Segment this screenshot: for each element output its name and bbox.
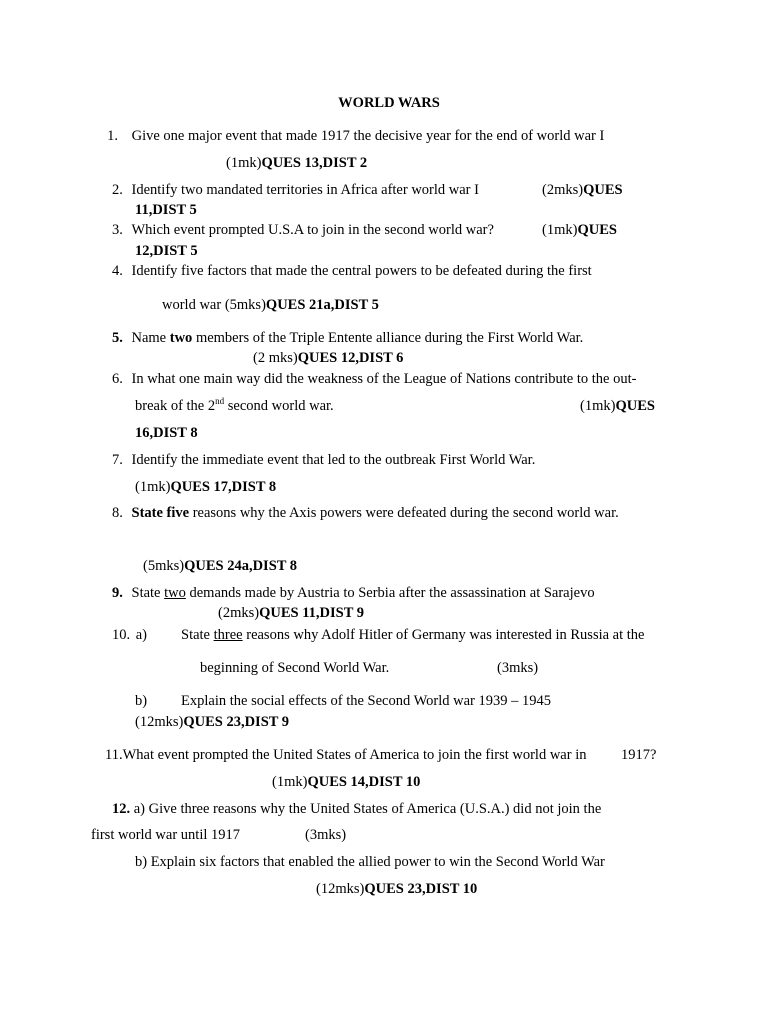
question-reference: QUES 14,DIST 10 (307, 774, 421, 790)
question-2 (112, 181, 479, 199)
question-number: 3. (112, 222, 123, 238)
question-number: 6. (112, 371, 123, 387)
question-text: Identify five factors that made the central powers to be defeated during the first (131, 263, 592, 279)
question-reference: QUES 23,DIST 9 (183, 714, 290, 730)
question-5-marks (253, 349, 403, 367)
marks: (5mks) (224, 297, 266, 313)
question-7-marks (135, 478, 276, 496)
question-reference: QUES (615, 398, 655, 414)
question-number: 9. (112, 585, 123, 601)
question-12b-marks (316, 880, 477, 898)
question-10b-label: b) (135, 693, 148, 709)
question-text: Identify two mandated territories in Africa after world war I (131, 182, 479, 198)
marks: (12mks) (316, 881, 365, 897)
marks: (1mk) (226, 155, 262, 171)
question-6-marks (580, 397, 655, 415)
marks: (2 mks) (253, 350, 298, 366)
question-number: 1. (107, 128, 118, 144)
question-reference: QUES 12,DIST 6 (297, 350, 404, 366)
question-10b-text: Explain the social effects of the Second World war 1939 – 1945 (181, 693, 551, 709)
marks: (12mks) (135, 714, 184, 730)
question-number: 12. (112, 801, 131, 817)
question-number: 4. (112, 263, 123, 279)
question-reference: QUES (583, 182, 623, 198)
question-7: 7. Identify the immediate event that led to the outbreak First World War. (112, 452, 536, 468)
question-reference: QUES (577, 222, 617, 238)
question-8-marks (143, 557, 297, 575)
question-11-year: 1917? (621, 747, 657, 763)
marks: (1mk) (135, 479, 171, 495)
question-9: 9. State two demands made by Austria to Serbia after the assassination at Sarajevo (112, 585, 595, 601)
question-1 (100, 127, 604, 145)
question-12a-cont: first world war until 1917 (91, 827, 241, 843)
marks: (2mks) (218, 605, 260, 621)
question-10b-marks (135, 713, 289, 731)
question-10a-marks: (3mks) (497, 660, 539, 676)
question-text: Which event prompted U.S.A to join in the second world war? (131, 222, 494, 238)
question-10a-cont: beginning of Second World War. (200, 660, 390, 676)
question-11-marks (272, 773, 420, 791)
question-4-cont: world war (5mks)QUES 21a,DIST 5 (162, 297, 379, 313)
question-2-marks (542, 181, 623, 199)
page-title: WORLD WARS (338, 95, 440, 111)
question-5: 5. Name two members of the Triple Entente alliance during the First World War. (112, 330, 584, 346)
question-3-ref-cont: 12,DIST 5 (135, 243, 198, 259)
question-8: 8. State five reasons why the Axis powers were defeated during the second world war. (112, 505, 619, 521)
question-12a-marks: (3mks) (305, 827, 347, 843)
question-3 (112, 221, 494, 239)
question-1-marks (226, 154, 367, 172)
question-4 (112, 262, 592, 280)
question-number: 2. (112, 182, 123, 198)
question-6: 6. In what one main way did the weakness of the League of Nations contribute to the out- (112, 371, 637, 387)
question-12b: b) Explain six factors that enabled the allied power to win the Second World War (135, 854, 605, 870)
question-6-cont: break of the 2nd second world war. (135, 396, 334, 414)
question-reference: QUES 13,DIST 2 (261, 155, 368, 171)
question-number: 7. (112, 452, 123, 468)
marks: (5mks) (143, 558, 185, 574)
question-9-marks (218, 604, 364, 622)
marks: (1mk) (542, 222, 578, 238)
question-reference: QUES 24a,DIST 8 (184, 558, 298, 574)
question-number: 8. (112, 505, 123, 521)
question-number: 5. (112, 330, 123, 346)
question-11: 11.What event prompted the United States of America to join the first world war in (105, 747, 587, 763)
question-number: 10. (112, 627, 131, 643)
question-12: 12. a) Give three reasons why the United States of America (U.S.A.) did not join the (112, 801, 602, 817)
marks: (1mk) (580, 398, 616, 414)
question-reference: QUES 11,DIST 9 (259, 605, 364, 621)
question-reference: QUES 23,DIST 10 (364, 881, 478, 897)
question-10a-text: State three reasons why Adolf Hitler of Germany was interested in Russia at the (181, 627, 645, 643)
question-text: Give one major event that made 1917 the decisive year for the end of world war I (131, 128, 605, 144)
marks: (2mks) (542, 182, 584, 198)
marks: (1mk) (272, 774, 308, 790)
question-3-marks (542, 221, 617, 239)
question-6-ref-cont: 16,DIST 8 (135, 425, 198, 441)
question-10: 10. a) (112, 627, 148, 643)
question-reference: QUES 21a,DIST 5 (265, 297, 379, 313)
question-2-ref-cont: 11,DIST 5 (135, 202, 197, 218)
question-reference: QUES 17,DIST 8 (170, 479, 277, 495)
